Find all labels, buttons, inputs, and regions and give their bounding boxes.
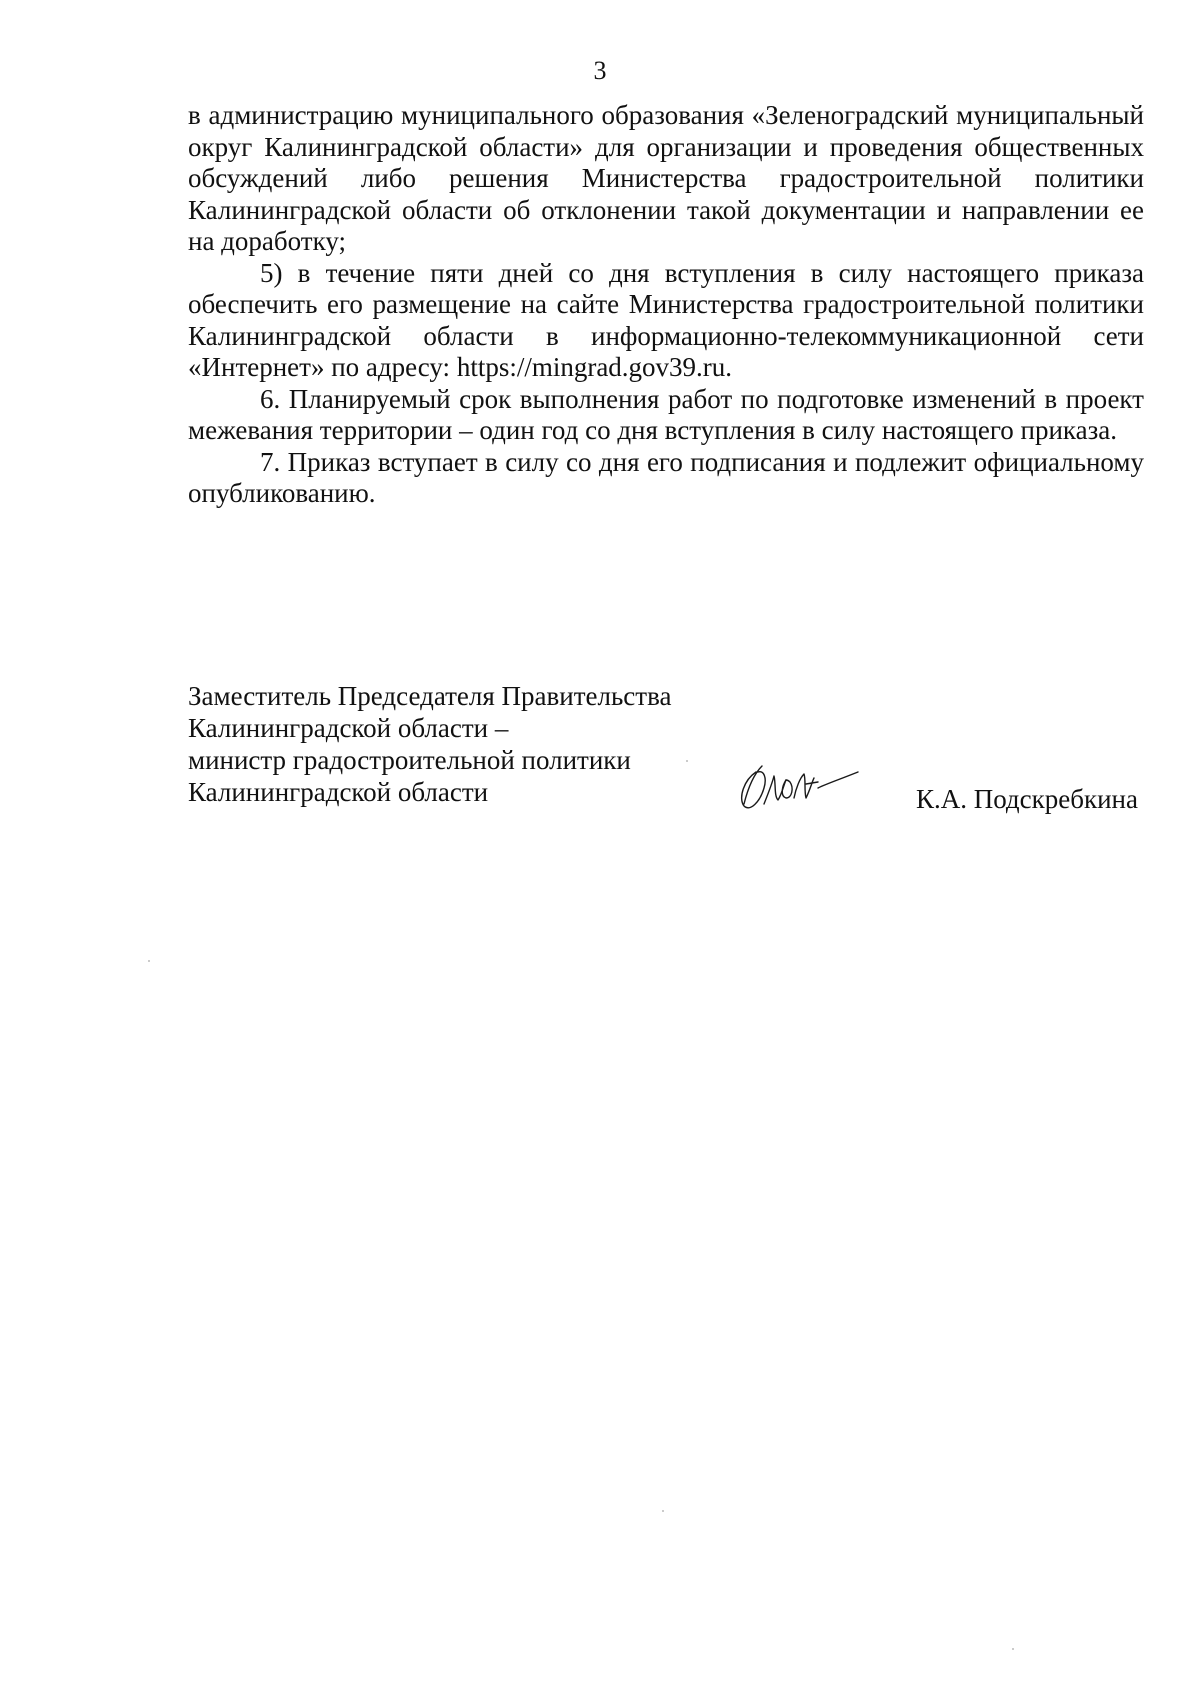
signer-title-line: Заместитель Председателя Правительства xyxy=(188,681,672,711)
scan-speck xyxy=(148,960,150,962)
document-body xyxy=(188,100,1144,510)
page-number: 3 xyxy=(593,56,607,85)
scan-speck xyxy=(662,1510,664,1512)
scan-speck xyxy=(686,760,688,762)
signer-name: К.А. Подскребкина xyxy=(915,784,1138,814)
scan-speck xyxy=(1012,1648,1014,1650)
signer-title xyxy=(188,680,748,808)
paragraph-item-6: 6. Планируемый срок выполнения работ по подготовке изменений в проект межевания территории – один год со дня вступления в силу настоящего приказа. xyxy=(188,383,1144,445)
signer-title-line: министр градостроительной политики xyxy=(188,745,631,775)
signature-block xyxy=(188,680,1144,820)
signer-title-line: Калининградской области – xyxy=(188,713,509,743)
paragraph-item-5: 5) в течение пяти дней со дня вступления в силу настоящего приказа обеспечить его размещение на сайте Министерства градостроительной политики Калининградской области в информационно-телекоммуникационной сети «Интернет» по адресу: https://mingrad.gov39.ru. xyxy=(188,257,1144,382)
signer-title-line: Калининградской области xyxy=(188,777,489,807)
paragraph-item-7: 7. Приказ вступает в силу со дня его подписания и подлежит официальному опубликованию. xyxy=(188,446,1144,508)
paragraph-continuation: в администрацию муниципального образования «Зеленоградский муниципальный округ Калининградской области» для организации и проведения общественных обсуждений либо решения Министерства градостроительной политики Калининградской области об отклонении такой документации и направлении ее на доработку; xyxy=(188,100,1144,256)
handwritten-signature xyxy=(734,754,864,816)
